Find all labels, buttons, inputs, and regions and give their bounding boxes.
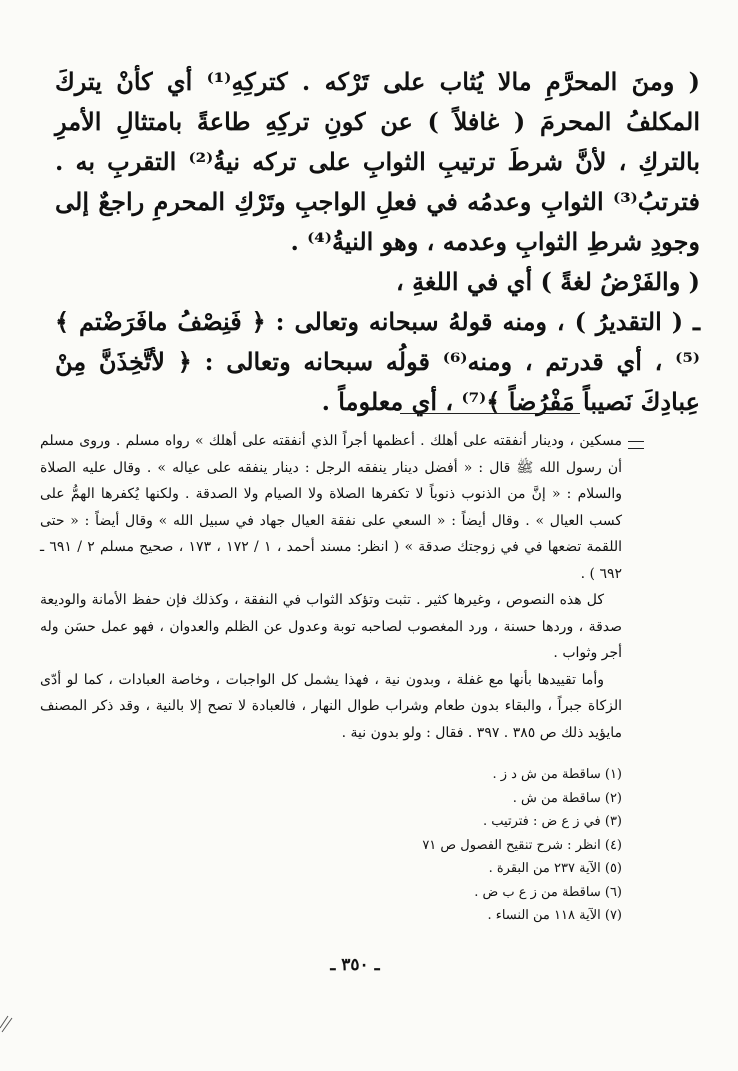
note-item: (١) ساقطة من ش د ز . xyxy=(492,767,622,782)
note-item: (٤) انظر : شرح تنقيح الفصول ص ٧١ xyxy=(422,837,622,853)
footnote-separator xyxy=(400,413,580,414)
main-paragraph: ـ ( التقديرُ ) ، ومنه قولهُ سبحانه وتعالى : ﴿ فَنِصْفُ مافَرَضْتم ﴾⁽⁵⁾ ، أي قدرتم ، ومنه⁽⁶⁾ قولُه سبحانه وتعالى : ﴿ لأتَّخِذَنَّ مِنْ عِبادِكَ نَصيباً مَفْرُضاً ﴾⁽⁷⁾ ، أي معلوماً . xyxy=(55,307,700,416)
note-item: (٧) الآية ١١٨ من النساء . xyxy=(487,908,622,923)
note-item: (٦) ساقطة من ز ع ب ض . xyxy=(474,884,622,900)
note-item: (٣) في ز ع ض : فترتيب . xyxy=(483,814,622,829)
main-paragraph: ( والفَرْضُ لغةً ) أي في اللغةِ ، xyxy=(396,267,700,296)
continuation-mark xyxy=(628,441,644,449)
note-item: (٢) ساقطة من ش . xyxy=(512,790,622,806)
footnote-paragraph: مسكين ، ودينار أنفقته على أهلك . أعظمها أجراً الذي أنفقته على أهلك » رواه مسلم . وروى مسلم أن رسول الله ﷺ قال : « أفضل دينار ينفقه الرجل : دينار ينفقه على عياله » . وقال عليه الصلاة والسلام : « إنَّ من الذنوب ذنوباً لا تكفرها الصلاة ولا الصيام ولا الصدقة . ولكنها يُكفرها الهمُّ على كسب العيال » . وقال أيضاً : « السعي على نفقة العيال جهاد في سبيل الله » وقال أيضاً : « حتى اللقمة تضعها في في زوجتك صدقة » ( انظر: مسند أحمد ، ١ / ١٧٢ ، ١٧٣ ، صحيح مسلم ٢ / ٦٩١ ـ ٦٩٢ ) . xyxy=(40,433,623,582)
footnote-paragraph: كل هذه النصوص ، وغيرها كثير . تثبت وتؤكد الثواب في النفقة ، وكذلك فإن حفظ الأمانة والوديعة صدقة ، وردها حسنة ، ورد المغصوب لصاحبه توبة وعدول عن الظلم والعدوان ، فهو عمل حسَن وله أجر وثواب . xyxy=(40,592,622,661)
scan-mark-icon xyxy=(0,1012,16,1034)
main-text xyxy=(55,62,700,422)
note-item: (٥) الآية ٢٣٧ من البقرة . xyxy=(488,861,622,876)
notes-list xyxy=(340,763,622,928)
footnote-paragraph: وأما تقييدها بأنها مع غفلة ، وبدون نية ، فهذا يشمل كل الواجبات ، وخاصة العبادات ، كما لو أدّى الزكاة جبراً ، والبقاء بدون طعام وشراب طوال النهار ، فالعبادة لا تصح إلا بالنية ، وقد ذكر المصنف مايؤيد ذلك ص ٣٨٥ . ٣٩٧ . فقال : ولو بدون نية . xyxy=(40,671,622,741)
footnote-text xyxy=(40,428,622,746)
main-paragraph: ( ومنَ المحرَّمِ مالا يُثاب على تَرْكه . كتركِهِ⁽¹⁾ أي كأنْ يتركَ المكلفُ المحرمَ ( غافلاً ) عن كونِ تركِهِ طاعةً بامتثالِ الأمرِ بالتركِ ، لأنَّ شرطَ ترتيبِ الثوابِ على تركه نيةُ⁽²⁾ التقربِ به . فترتبُ⁽³⁾ الثوابِ وعدمُه في فعلِ الواجبِ وتَرْكِ المحرمِ راجعٌ إلى وجودِ شرطِ الثوابِ وعدمه ، وهو النيةُ⁽⁴⁾ . xyxy=(55,67,700,256)
page-number: ـ ٣٥٠ ـ xyxy=(330,955,380,975)
